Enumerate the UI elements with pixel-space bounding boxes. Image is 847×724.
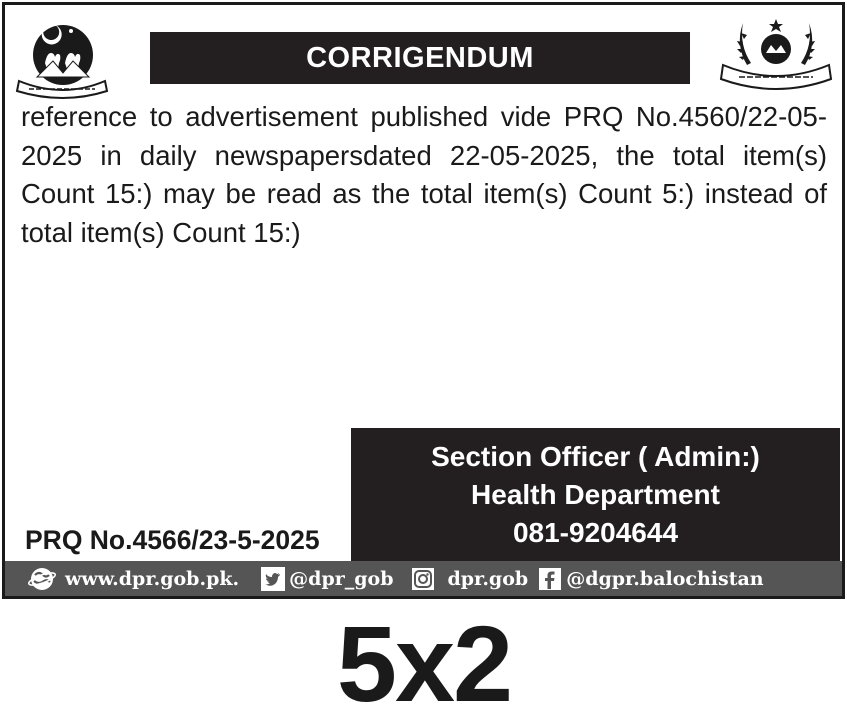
dgpr-emblem-logo — [717, 15, 835, 97]
instagram-link[interactable] — [393, 567, 528, 591]
notice-body-text: reference to advertisement published vide PRQ No.4560/22-05-2025 in daily newspapersdated 22-05-2025, the total item(s) Count 15:) may be read as the total item(s) Count 5:) instead of total item(s) Count 15:) — [21, 101, 827, 248]
facebook-icon — [538, 567, 562, 591]
twitter-link[interactable] — [239, 567, 393, 591]
department-name: Health Department — [471, 479, 720, 510]
website-link[interactable] — [5, 566, 239, 592]
prq-reference: PRQ No.4566/23-5-2025 — [25, 525, 320, 555]
signature-block — [351, 428, 840, 562]
facebook-handle: @dgpr.balochistan — [566, 567, 764, 590]
twitter-handle: @dpr_gob — [289, 567, 394, 590]
website-text: www.dpr.gob.pk. — [65, 567, 240, 590]
globe-icon — [27, 566, 57, 592]
social-media-bar — [5, 561, 842, 596]
advertisement-frame — [2, 2, 845, 599]
instagram-handle: dpr.gob — [447, 567, 529, 590]
signatory-title: Section Officer ( Admin:) — [431, 441, 760, 472]
ad-size-label: 5x2 — [336, 603, 512, 724]
instagram-icon — [411, 567, 435, 591]
phone-number: 081-9204644 — [512, 517, 679, 548]
twitter-icon — [261, 567, 285, 591]
corrigendum-title: CORRIGENDUM — [150, 32, 690, 84]
facebook-link[interactable] — [528, 567, 763, 591]
govt-emblem-logo — [15, 15, 109, 101]
